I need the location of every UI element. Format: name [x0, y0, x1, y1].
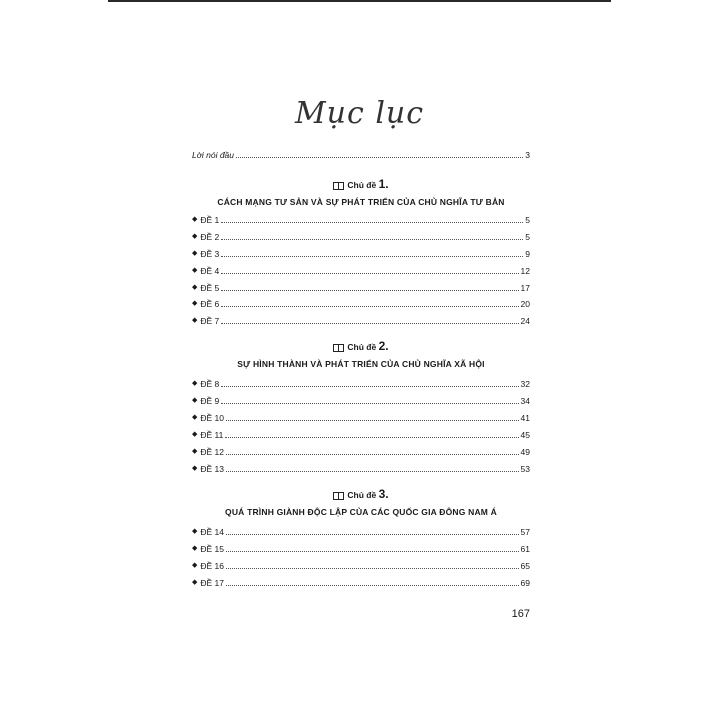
- page-title: Mục lục: [294, 96, 425, 131]
- diamond-bullet-icon: ◆: [192, 267, 198, 274]
- leader-dots: [221, 305, 518, 307]
- toc-entry-page: 3: [525, 150, 530, 160]
- diamond-bullet-icon: ◆: [192, 562, 198, 569]
- leader-dots: [226, 533, 519, 535]
- toc-entry-page: 45: [520, 430, 530, 440]
- toc-entry-page: 65: [520, 561, 530, 571]
- toc-entry[interactable]: [192, 561, 530, 571]
- toc-entry[interactable]: [192, 447, 530, 457]
- diamond-bullet-icon: ◆: [192, 528, 198, 535]
- toc-entry-page: 53: [520, 464, 530, 474]
- topic-number: 1.: [378, 177, 389, 191]
- toc-entry-label: ĐỀ 6: [200, 299, 220, 309]
- page-number: 167: [511, 608, 530, 620]
- toc-entry-label: ĐỀ 12: [200, 447, 225, 457]
- toc-entry[interactable]: [192, 544, 530, 554]
- topic-prefix: Chủ đề: [347, 342, 377, 352]
- toc-entry[interactable]: [192, 266, 530, 276]
- diamond-bullet-icon: ◆: [192, 579, 198, 586]
- topic-prefix: Chủ đề: [347, 490, 377, 500]
- leader-dots: [221, 385, 518, 387]
- toc-entry[interactable]: [192, 299, 530, 309]
- toc-entry-page: 9: [525, 249, 530, 259]
- leader-dots: [221, 289, 518, 291]
- diamond-bullet-icon: ◆: [192, 317, 198, 324]
- toc-entry[interactable]: [192, 464, 530, 474]
- toc-entry-label: Lời nói đầu: [192, 150, 235, 160]
- diamond-bullet-icon: ◆: [192, 284, 198, 291]
- diamond-bullet-icon: ◆: [192, 397, 198, 404]
- toc-entry-label: ĐỀ 11: [200, 430, 224, 440]
- toc-entry-page: 5: [525, 215, 530, 225]
- toc-entry-label: ĐỀ 5: [200, 283, 220, 293]
- leader-dots: [225, 436, 518, 438]
- topic-number: 3.: [378, 487, 389, 501]
- toc-entry[interactable]: [192, 283, 530, 293]
- diamond-bullet-icon: ◆: [192, 380, 198, 387]
- toc-entry-label: ĐỀ 17: [200, 578, 225, 588]
- toc-entry[interactable]: [192, 316, 530, 326]
- toc-entry[interactable]: [192, 379, 530, 389]
- leader-dots: [226, 470, 519, 472]
- toc-entry[interactable]: [192, 578, 530, 588]
- toc-entry[interactable]: [192, 232, 530, 242]
- leader-dots: [221, 322, 518, 324]
- top-border: [108, 0, 611, 2]
- toc-entry[interactable]: [192, 249, 530, 259]
- toc-entry[interactable]: [192, 215, 530, 225]
- toc-entry-page: 32: [520, 379, 530, 389]
- toc-entry-label: ĐỀ 1: [200, 215, 220, 225]
- toc-entry-page: 61: [520, 544, 530, 554]
- book-icon: [333, 492, 344, 500]
- toc-entry-label: ĐỀ 14: [200, 527, 225, 537]
- diamond-bullet-icon: ◆: [192, 233, 198, 240]
- leader-dots: [221, 238, 523, 240]
- toc-entry-label: ĐỀ 4: [200, 266, 220, 276]
- leader-dots: [221, 255, 523, 257]
- toc-entry-page: 69: [520, 578, 530, 588]
- toc-entry-label: ĐỀ 16: [200, 561, 225, 571]
- toc-entry[interactable]: [192, 396, 530, 406]
- toc-entry-label: ĐỀ 15: [200, 544, 225, 554]
- toc-entry-page: 20: [520, 299, 530, 309]
- toc-entry-preface[interactable]: [192, 150, 530, 160]
- diamond-bullet-icon: ◆: [192, 250, 198, 257]
- book-icon: [333, 344, 344, 352]
- toc-entry-page: 57: [520, 527, 530, 537]
- diamond-bullet-icon: ◆: [192, 216, 198, 223]
- topic-title: QUÁ TRÌNH GIÀNH ĐỘC LẬP CỦA CÁC QUỐC GIA ĐÔNG NAM Á: [225, 507, 497, 517]
- diamond-bullet-icon: ◆: [192, 414, 198, 421]
- leader-dots: [221, 221, 523, 223]
- toc-entry-label: ĐỀ 10: [200, 413, 225, 423]
- topic-prefix: Chủ đề: [347, 180, 377, 190]
- toc-entry-label: ĐỀ 7: [200, 316, 220, 326]
- toc-entry-label: ĐỀ 13: [200, 464, 225, 474]
- toc-entry-page: 24: [520, 316, 530, 326]
- toc-entry-label: ĐỀ 9: [200, 396, 220, 406]
- diamond-bullet-icon: ◆: [192, 545, 198, 552]
- leader-dots: [236, 156, 523, 158]
- diamond-bullet-icon: ◆: [192, 431, 198, 438]
- toc-entry-page: 12: [520, 266, 530, 276]
- toc-entry-label: ĐỀ 2: [200, 232, 220, 242]
- topic-heading: [192, 340, 530, 353]
- toc-entry-page: 49: [520, 447, 530, 457]
- toc-entry[interactable]: [192, 413, 530, 423]
- topic-title: CÁCH MẠNG TƯ SẢN VÀ SỰ PHÁT TRIỂN CỦA CHỦ NGHĨA TƯ BẢN: [217, 197, 505, 207]
- toc-entry-page: 17: [520, 283, 530, 293]
- toc-entry-label: ĐỀ 8: [200, 379, 220, 389]
- toc-entry[interactable]: [192, 527, 530, 537]
- toc-entry-page: 5: [525, 232, 530, 242]
- leader-dots: [226, 453, 519, 455]
- diamond-bullet-icon: ◆: [192, 448, 198, 455]
- diamond-bullet-icon: ◆: [192, 300, 198, 307]
- diamond-bullet-icon: ◆: [192, 465, 198, 472]
- topic-heading: [192, 178, 530, 191]
- topic-title: SỰ HÌNH THÀNH VÀ PHÁT TRIỂN CỦA CHỦ NGHĨA XÃ HỘI: [237, 359, 485, 369]
- leader-dots: [221, 402, 518, 404]
- toc-entry-page: 34: [520, 396, 530, 406]
- book-icon: [333, 182, 344, 190]
- leader-dots: [221, 272, 518, 274]
- toc-entry-label: ĐỀ 3: [200, 249, 220, 259]
- leader-dots: [226, 550, 519, 552]
- leader-dots: [226, 567, 519, 569]
- leader-dots: [226, 584, 519, 586]
- toc-entry-page: 41: [520, 413, 530, 423]
- topic-heading: [192, 488, 530, 501]
- topic-number: 2.: [378, 339, 389, 353]
- toc-entry[interactable]: [192, 430, 530, 440]
- leader-dots: [226, 419, 519, 421]
